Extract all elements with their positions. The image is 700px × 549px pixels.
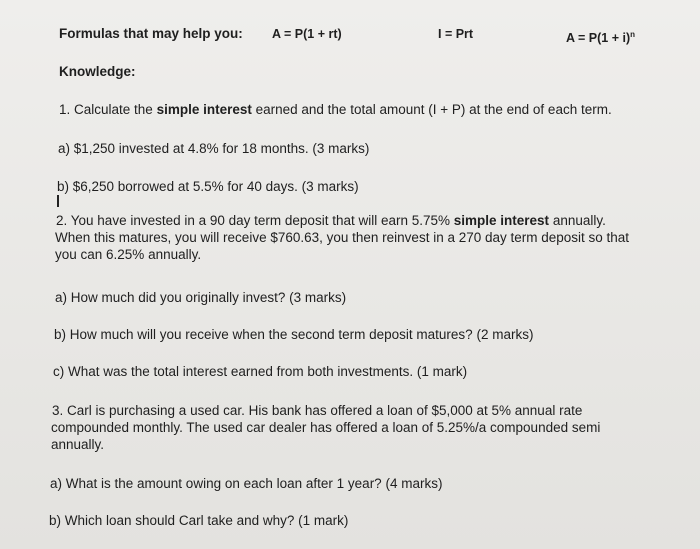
q3-line-2: compounded monthly. The used car dealer has offered a loan of 5.25%/a compounded semi — [51, 420, 601, 435]
formula-compound-exponent: n — [630, 30, 636, 39]
formula-compound-base: A = P(1 + i) — [566, 31, 631, 46]
q1-part-b: b) $6,250 borrowed at 5.5% for 40 days. (3 marks) — [57, 179, 359, 194]
formula-simple-interest: I = Prt — [438, 27, 474, 41]
q2-line-2: When this matures, you will receive $760.63, you then reinvest in a 270 day term deposit so that — [55, 230, 630, 245]
formulas-label: Formulas that may help you: — [59, 26, 243, 41]
q1-intro-bold: simple interest — [156, 102, 252, 117]
q2-line-1 — [56, 212, 606, 229]
q3-part-b: b) Which loan should Carl take and why? (1 mark) — [49, 513, 349, 528]
q1-intro-pre: 1. Calculate the — [59, 102, 157, 117]
q2-line-3: you can 6.25% annually. — [55, 247, 202, 262]
q1-part-a: a) $1,250 invested at 4.8% for 18 months. (3 marks) — [58, 141, 370, 156]
q3-line-3: annually. — [51, 437, 105, 452]
q2-line-1-post: annually. — [549, 213, 606, 228]
q3-line-1: 3. Carl is purchasing a used car. His bank has offered a loan of $5,000 at 5% annual rate — [52, 403, 583, 418]
q1-intro — [59, 101, 612, 118]
q2-part-b: b) How much will you receive when the second term deposit matures? (2 marks) — [54, 327, 534, 342]
q1-intro-post: earned and the total amount (I + P) at the end of each term. — [251, 102, 612, 117]
formula-simple-amount: A = P(1 + rt) — [272, 27, 342, 41]
q2-part-c: c) What was the total interest earned from both investments. (1 mark) — [53, 364, 468, 379]
q2-line-1-bold: simple interest — [453, 213, 550, 228]
q2-part-a: a) How much did you originally invest? (3 marks) — [55, 290, 347, 305]
text-cursor — [57, 195, 59, 207]
q2-line-1-pre: 2. You have invested in a 90 day term deposit that will earn 5.75% — [56, 213, 454, 228]
formula-compound-amount — [566, 26, 635, 47]
knowledge-heading: Knowledge: — [59, 64, 136, 79]
q3-part-a: a) What is the amount owing on each loan after 1 year? (4 marks) — [50, 476, 443, 491]
